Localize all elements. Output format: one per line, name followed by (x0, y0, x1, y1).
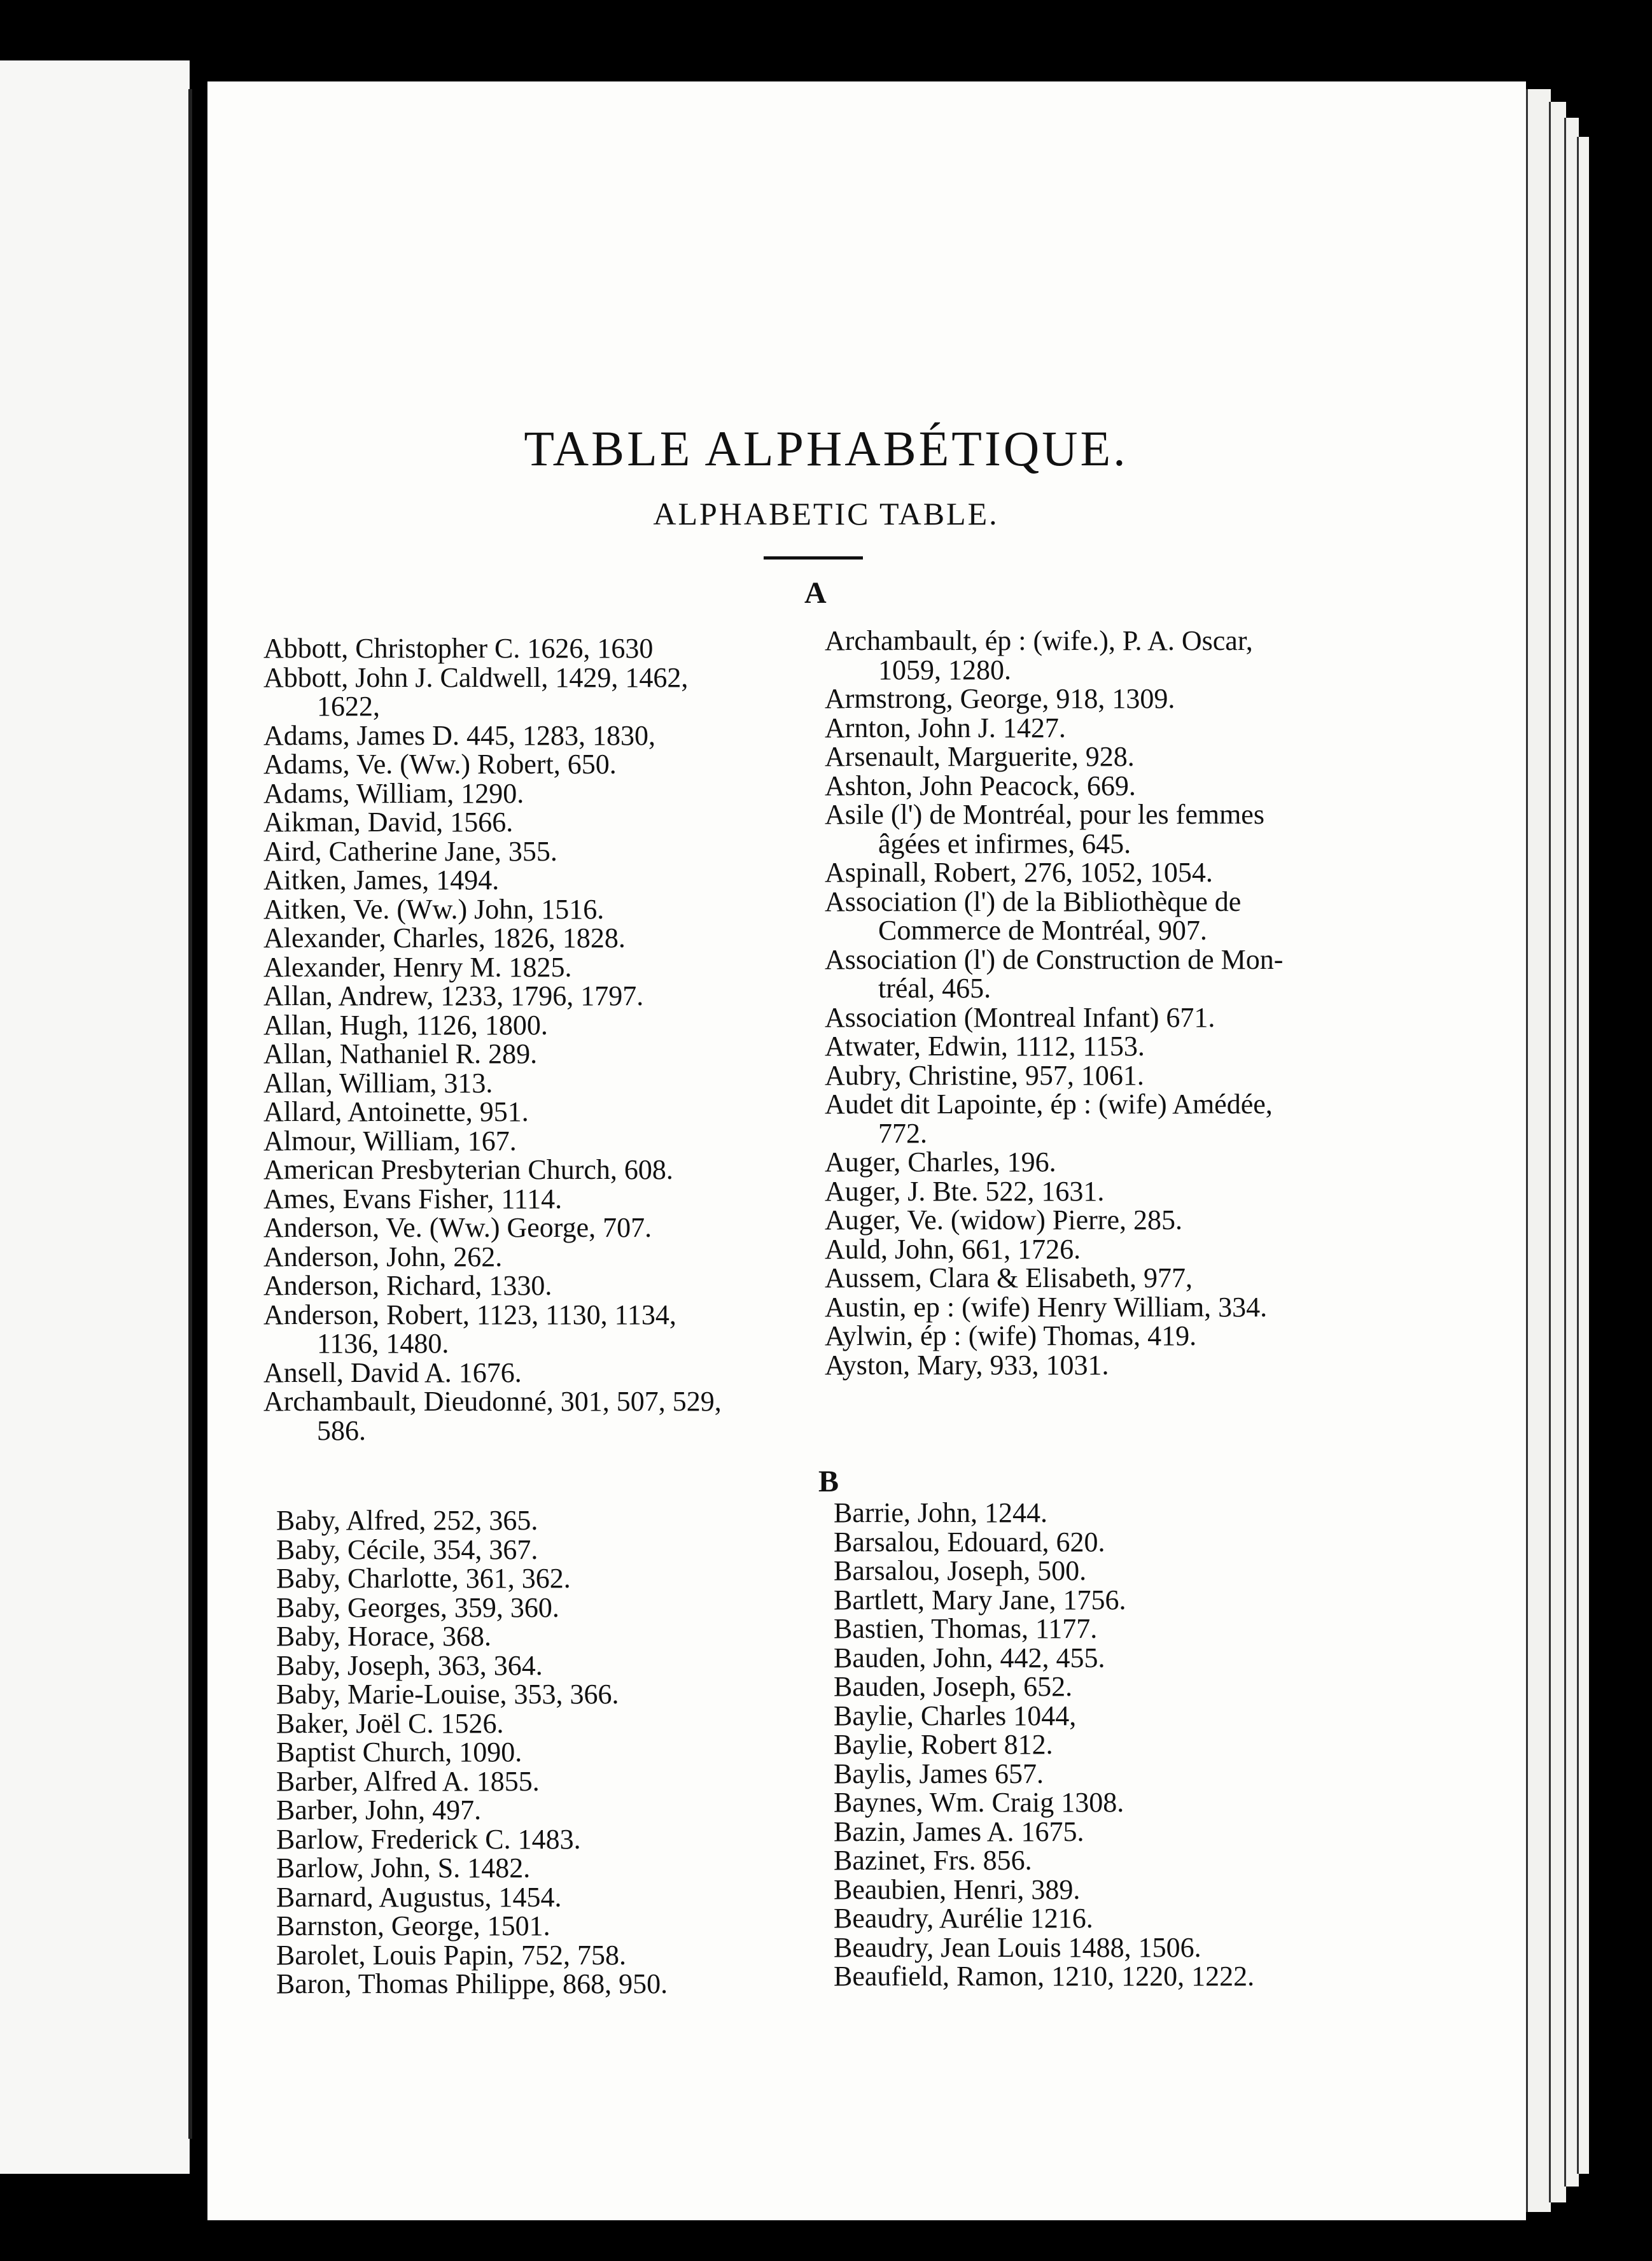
index-entry: Alexander, Henry M. 1825. (263, 951, 572, 983)
index-entry: Archambault, ép : (wife.), P. A. Oscar, (825, 625, 1253, 656)
index-entry: Almour, William, 167. (263, 1125, 517, 1157)
index-entry: Bauden, John, 442, 455. (834, 1642, 1105, 1673)
index-entry: Baby, Alfred, 252, 365. (276, 1505, 538, 1536)
index-entry: Baker, Joël C. 1526. (276, 1707, 504, 1739)
index-entry: Barrie, John, 1244. (834, 1497, 1048, 1528)
index-entry: Ashton, John Peacock, 669. (825, 770, 1136, 801)
index-entry: Baron, Thomas Philippe, 868, 950. (276, 1968, 668, 1999)
index-entry-continuation: 772. (878, 1117, 927, 1149)
index-entry: Allan, Andrew, 1233, 1796, 1797. (263, 980, 644, 1011)
index-entry: Auld, John, 661, 1726. (825, 1233, 1081, 1265)
index-entry: Anderson, John, 262. (263, 1241, 503, 1272)
index-entry: Audet dit Lapointe, ép : (wife) Amédée, (825, 1088, 1273, 1120)
index-entry: Bartlett, Mary Jane, 1756. (834, 1584, 1126, 1616)
index-entry: Barsalou, Edouard, 620. (834, 1526, 1105, 1558)
index-entry: Auger, Charles, 196. (825, 1146, 1056, 1178)
page-title: TABLE ALPHABÉTIQUE. (524, 421, 1128, 476)
index-entry: American Presbyterian Church, 608. (263, 1154, 673, 1185)
index-entry: Baylis, James 657. (834, 1757, 1044, 1789)
index-column-a-left (263, 634, 722, 1445)
index-entry: Alexander, Charles, 1826, 1828. (263, 922, 626, 954)
index-entry: Aikman, David, 1566. (263, 806, 514, 838)
index-column-a-right (825, 626, 1283, 1379)
index-entry: Abbott, Christopher C. 1626, 1630 (263, 633, 654, 664)
index-entry: Barolet, Louis Papin, 752, 758. (276, 1939, 626, 1971)
title-rule (764, 556, 863, 560)
index-entry: Auger, Ve. (widow) Pierre, 285. (825, 1204, 1182, 1236)
index-entry: Bauden, Joseph, 652. (834, 1671, 1073, 1702)
page-gutter (188, 89, 192, 2139)
index-entry: Bazinet, Frs. 856. (834, 1845, 1032, 1876)
index-entry: Association (l') de Construction de Mon- (825, 943, 1284, 975)
index-entry: Association (l') de la Bibliothèque de (825, 885, 1242, 917)
index-entry: Barlow, John, S. 1482. (276, 1852, 531, 1884)
index-entry: Ayston, Mary, 933, 1031. (825, 1349, 1109, 1381)
index-entry: Armstrong, George, 918, 1309. (825, 683, 1175, 714)
index-entry: Baylie, Robert 812. (834, 1729, 1053, 1760)
index-entry: Baylie, Charles 1044, (834, 1700, 1077, 1731)
index-entry: Bastien, Thomas, 1177. (834, 1613, 1098, 1644)
index-entry: Allan, Nathaniel R. 289. (263, 1038, 538, 1069)
index-entry: Allard, Antoinette, 951. (263, 1096, 529, 1127)
index-entry: Baby, Charlotte, 361, 362. (276, 1563, 571, 1594)
index-column-b-right (834, 1498, 1254, 1991)
index-entry: Asile (l') de Montréal, pour les femmes (825, 799, 1264, 830)
index-entry: Baby, Cécile, 354, 367. (276, 1533, 538, 1565)
index-entry: Barber, John, 497. (276, 1794, 482, 1826)
index-entry-continuation: 1622, (317, 691, 380, 722)
index-entry: Austin, ep : (wife) Henry William, 334. (825, 1291, 1268, 1323)
index-entry: Barnard, Augustus, 1454. (276, 1881, 562, 1913)
index-entry: Atwater, Edwin, 1112, 1153. (825, 1031, 1145, 1062)
index-entry-continuation: âgées et infirmes, 645. (878, 828, 1131, 859)
index-entry: Barsalou, Joseph, 500. (834, 1555, 1087, 1586)
index-entry: Abbott, John J. Caldwell, 1429, 1462, (263, 661, 689, 693)
index-entry: Adams, Ve. (Ww.) Robert, 650. (263, 749, 617, 780)
index-entry: Anderson, Richard, 1330. (263, 1270, 552, 1301)
index-entry: Arsenault, Marguerite, 928. (825, 741, 1135, 772)
index-entry-continuation: 1136, 1480. (317, 1328, 449, 1359)
index-entry: Allan, William, 313. (263, 1067, 493, 1099)
index-entry: Beaudry, Aurélie 1216. (834, 1903, 1093, 1934)
index-entry: Adams, William, 1290. (263, 777, 524, 809)
index-entry: Aspinall, Robert, 276, 1052, 1054. (825, 857, 1213, 888)
index-entry: Arnton, John J. 1427. (825, 712, 1066, 743)
index-entry: Ames, Evans Fisher, 1114. (263, 1183, 563, 1215)
index-entry: Beaubien, Henri, 389. (834, 1873, 1081, 1905)
index-entry: Aussem, Clara & Elisabeth, 977, (825, 1262, 1193, 1293)
index-entry: Auger, J. Bte. 522, 1631. (825, 1175, 1105, 1207)
index-entry: Bazin, James A. 1675. (834, 1815, 1084, 1847)
index-entry: Baby, Horace, 368. (276, 1621, 492, 1652)
index-entry: Aitken, Ve. (Ww.) John, 1516. (263, 893, 605, 925)
index-entry: Allan, Hugh, 1126, 1800. (263, 1009, 548, 1041)
index-entry: Aird, Catherine Jane, 355. (263, 835, 557, 867)
index-entry-continuation: 1059, 1280. (878, 654, 1011, 686)
index-entry: Beaufield, Ramon, 1210, 1220, 1222. (834, 1961, 1255, 1992)
index-entry: Barnston, George, 1501. (276, 1910, 550, 1941)
index-entry-continuation: Commerce de Montréal, 907. (878, 915, 1207, 946)
index-entry: Anderson, Ve. (Ww.) George, 707. (263, 1212, 652, 1243)
index-entry-continuation: tréal, 465. (878, 973, 991, 1004)
section-letter-b: B (818, 1465, 839, 1498)
section-letter-a: A (804, 576, 827, 610)
index-entry: Baptist Church, 1090. (276, 1736, 522, 1768)
page-edge (1549, 102, 1566, 2202)
page-edge (1526, 89, 1551, 2212)
index-entry: Barber, Alfred A. 1855. (276, 1765, 540, 1797)
index-column-b-left (276, 1506, 668, 1999)
index-entry: Baby, Joseph, 363, 364. (276, 1649, 543, 1681)
index-entry: Baby, Marie-Louise, 353, 366. (276, 1679, 619, 1710)
index-entry: Ansell, David A. 1676. (263, 1356, 522, 1388)
index-entry: Aylwin, ép : (wife) Thomas, 419. (825, 1320, 1197, 1351)
index-entry: Anderson, Robert, 1123, 1130, 1134, (263, 1299, 676, 1330)
index-entry: Beaudry, Jean Louis 1488, 1506. (834, 1931, 1201, 1963)
index-entry: Adams, James D. 445, 1283, 1830, (263, 719, 655, 751)
index-entry: Barlow, Frederick C. 1483. (276, 1823, 581, 1855)
page-subtitle: ALPHABETIC TABLE. (653, 496, 999, 532)
index-entry-continuation: 586. (317, 1414, 366, 1446)
left-page-edge (0, 60, 190, 2174)
index-entry: Baynes, Wm. Craig 1308. (834, 1787, 1124, 1818)
index-entry: Aubry, Christine, 957, 1061. (825, 1059, 1144, 1091)
index-entry: Association (Montreal Infant) 671. (825, 1001, 1215, 1033)
index-entry: Archambault, Dieudonné, 301, 507, 529, (263, 1386, 722, 1417)
index-entry: Aitken, James, 1494. (263, 864, 500, 896)
index-entry: Baby, Georges, 359, 360. (276, 1591, 559, 1623)
